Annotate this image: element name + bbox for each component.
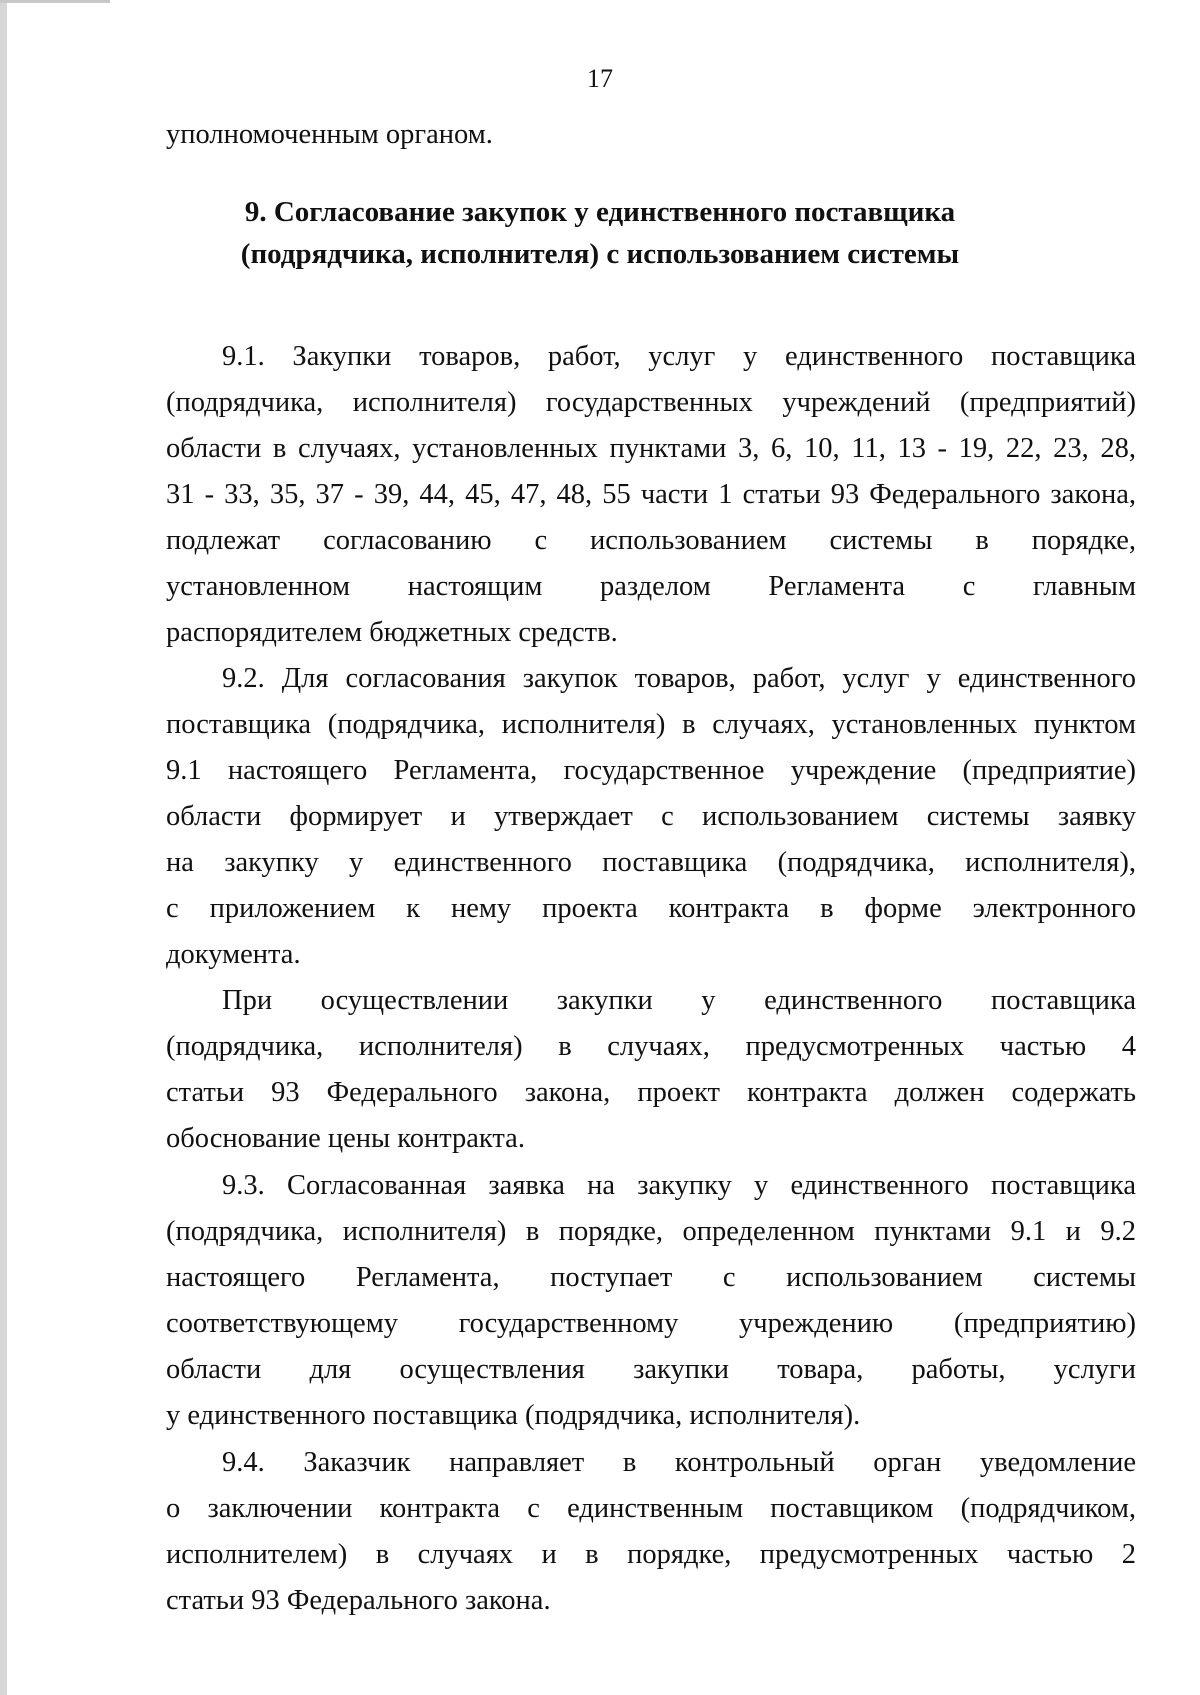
paragraph-9-1-line: подлежат согласованию с использованием системы в порядке, <box>166 525 1136 556</box>
paragraph-9-4-line: 9.4. Заказчик направляет в контрольный орган уведомление <box>222 1447 1136 1478</box>
paragraph-9-4-line: статьи 93 Федерального закона. <box>166 1585 551 1616</box>
paragraph-9-3-line: области для осуществления закупки товара, работы, услуги <box>166 1354 1136 1385</box>
scan-top-mark <box>0 0 110 3</box>
paragraph-9-2b-line: обоснование цены контракта. <box>166 1123 525 1154</box>
paragraph-9-1-line: области в случаях, установленных пунктами 3, 6, 10, 11, 13 - 19, 22, 23, 28, <box>166 433 1136 464</box>
paragraph-9-2-line: с приложением к нему проекта контракта в форме электронного <box>166 893 1136 924</box>
paragraph-9-2b-line: При осуществлении закупки у единственного поставщика <box>222 985 1136 1016</box>
paragraph-9-1-line: 31 - 33, 35, 37 - 39, 44, 45, 47, 48, 55 части 1 статьи 93 Федерального закона, <box>166 479 1136 510</box>
paragraph-9-2b-line: (подрядчика, исполнителя) в случаях, предусмотренных частью 4 <box>166 1031 1136 1062</box>
paragraph-9-1-line: распорядителем бюджетных средств. <box>166 617 618 648</box>
paragraph-9-1-line: 9.1. Закупки товаров, работ, услуг у единственного поставщика <box>222 341 1136 372</box>
section-heading-line: (подрядчика, исполнителя) с использованием системы <box>240 238 960 270</box>
paragraph-9-2-line: 9.2. Для согласования закупок товаров, работ, услуг у единственного <box>222 663 1136 694</box>
paragraph-9-2-line: документа. <box>166 939 301 970</box>
paragraph-9-3-line: соответствующему государственному учреждению (предприятию) <box>166 1308 1136 1339</box>
paragraph-9-4-line: о заключении контракта с единственным поставщиком (подрядчиком, <box>166 1493 1136 1524</box>
paragraph-9-2-line: поставщика (подрядчика, исполнителя) в случаях, установленных пунктом <box>166 709 1136 740</box>
paragraph-9-3-line: у единственного поставщика (подрядчика, исполнителя). <box>166 1400 861 1431</box>
section-heading-line: 9. Согласование закупок у единственного поставщика <box>244 196 956 228</box>
paragraph-9-2-line: области формирует и утверждает с использованием системы заявку <box>166 801 1136 832</box>
continuation-line: уполномоченным органом. <box>166 119 493 150</box>
paragraph-9-2b-line: статьи 93 Федерального закона, проект контракта должен содержать <box>166 1077 1136 1108</box>
paragraph-9-2-line: на закупку у единственного поставщика (подрядчика, исполнителя), <box>166 847 1136 878</box>
paragraph-9-4-line: исполнителем) в случаях и в порядке, предусмотренных частью 2 <box>166 1539 1136 1570</box>
paragraph-9-1-line: установленном настоящим разделом Регламента с главным <box>166 571 1136 602</box>
paragraph-9-2-line: 9.1 настоящего Регламента, государственное учреждение (предприятие) <box>166 755 1136 786</box>
page-number: 17 <box>587 64 613 93</box>
paragraph-9-3-line: (подрядчика, исполнителя) в порядке, определенном пунктами 9.1 и 9.2 <box>166 1216 1136 1247</box>
paragraph-9-3-line: 9.3. Согласованная заявка на закупку у единственного поставщика <box>222 1170 1136 1201</box>
paragraph-9-1-line: (подрядчика, исполнителя) государственных учреждений (предприятий) <box>166 387 1136 418</box>
paragraph-9-3-line: настоящего Регламента, поступает с использованием системы <box>166 1262 1136 1293</box>
